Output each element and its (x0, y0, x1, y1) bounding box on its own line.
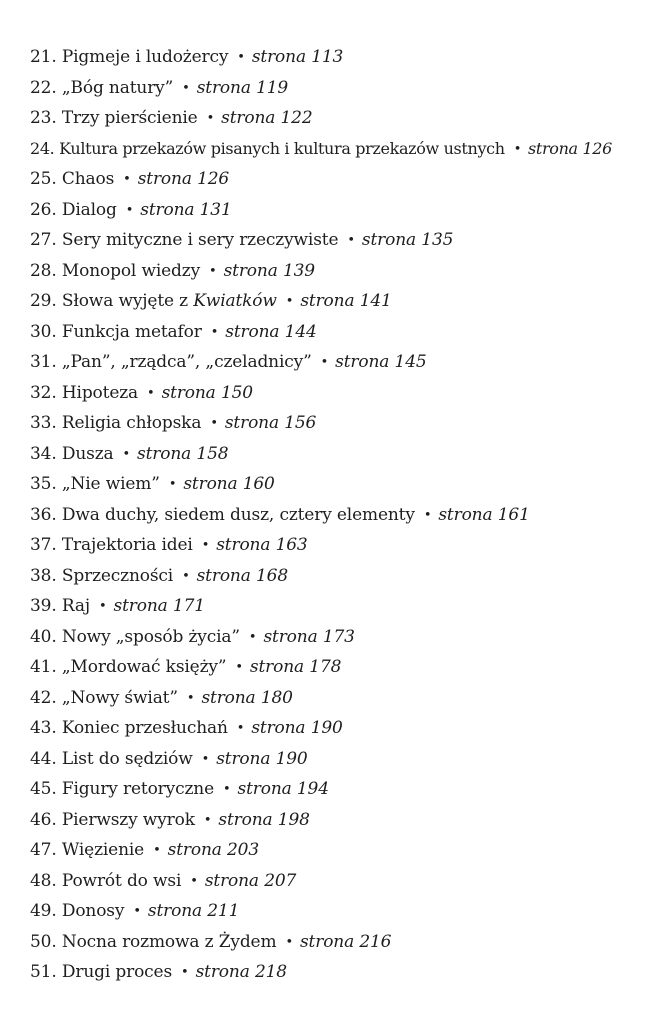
page-reference (183, 474, 274, 494)
entry-number: 26. (30, 199, 57, 220)
page-reference (114, 596, 205, 616)
bullet-separator: • (186, 690, 195, 706)
page-reference (216, 749, 307, 769)
page-label-word: strona (361, 230, 417, 250)
page-number: 168 (255, 565, 288, 586)
bullet-separator: • (320, 355, 329, 370)
page-number: 145 (394, 352, 427, 372)
page-reference (300, 291, 391, 311)
page-label-word: strona (251, 47, 306, 67)
entry-title (62, 474, 160, 494)
entry-title-text: Donosy (61, 901, 125, 921)
entry-number: 44. (30, 748, 57, 769)
entry-number: 28. (30, 260, 57, 281)
entry-title (62, 352, 312, 372)
entry-number: 22. (30, 77, 57, 98)
entry-number: 40. (30, 626, 57, 647)
entry-title-text: Dialog (61, 199, 117, 220)
entry-title (62, 413, 201, 433)
page-label-word: strona (137, 169, 192, 189)
bullet-separator: • (236, 721, 245, 736)
entry-title-text: Trzy pierścienie (61, 108, 198, 128)
entry-title (62, 779, 214, 799)
page-reference (238, 779, 329, 799)
toc-entry (30, 378, 650, 409)
page-reference (197, 78, 288, 98)
bullet-separator: • (147, 385, 155, 401)
bullet-separator: • (133, 904, 141, 919)
bullet-separator: • (125, 202, 134, 218)
entry-title (62, 200, 117, 220)
page-label-word: strona (201, 687, 256, 708)
bullet-separator: • (182, 80, 190, 96)
page-number: 126 (197, 169, 230, 189)
page-reference (137, 444, 228, 464)
page-number: 158 (196, 443, 229, 464)
toc-entry (30, 256, 650, 287)
toc-entry (30, 225, 650, 256)
page-reference (196, 962, 287, 982)
page-reference (138, 169, 229, 189)
entry-title (59, 139, 505, 158)
bullet-separator: • (423, 507, 432, 523)
bullet-separator: • (248, 629, 257, 645)
page-reference (528, 139, 612, 158)
entry-number: 33. (30, 413, 57, 433)
page-number: 203 (227, 840, 259, 860)
page-number: 190 (310, 718, 343, 738)
page-label-word: strona (204, 870, 259, 891)
toc-entry (30, 195, 650, 226)
bullet-separator: • (203, 812, 212, 828)
page-reference (218, 810, 309, 830)
page-label-word: strona (335, 352, 390, 372)
page-number: 141 (359, 291, 392, 311)
entry-number: 36. (30, 504, 57, 525)
entry-number: 41. (30, 657, 57, 677)
entry-title-text: Raj (61, 596, 91, 616)
entry-title (62, 596, 90, 616)
toc-entry (30, 286, 650, 317)
page-label-word: strona (183, 474, 238, 494)
bullet-separator: • (99, 599, 107, 614)
page-number: 113 (311, 47, 344, 67)
entry-title (62, 749, 193, 769)
page-label-word: strona (196, 565, 251, 586)
bullet-separator: • (347, 233, 355, 248)
bullet-separator: • (182, 568, 190, 584)
page-number: 180 (260, 687, 293, 708)
bullet-separator: • (168, 477, 177, 492)
page-number: 139 (282, 260, 315, 281)
page-number: 218 (254, 962, 287, 982)
entry-title (62, 47, 228, 67)
page-reference (224, 261, 315, 281)
entry-title-text: „Nowy świat” (61, 687, 178, 708)
page-label-word: strona (140, 199, 195, 220)
entry-number: 23. (30, 108, 57, 128)
page-number: 207 (264, 870, 297, 891)
entry-number: 35. (30, 474, 57, 494)
entry-title (62, 291, 277, 311)
page-reference (263, 627, 354, 647)
page-reference (225, 413, 316, 433)
toc-entry (30, 927, 650, 958)
toc-entry (30, 500, 650, 531)
entry-title (62, 962, 172, 982)
entry-number: 48. (30, 870, 57, 891)
entry-title-text: Religia chłopska (61, 413, 202, 433)
entry-title (62, 78, 173, 98)
page-label-word: strona (224, 413, 279, 433)
bullet-separator: • (190, 873, 198, 889)
toc-entry (30, 622, 650, 653)
toc-entry (30, 317, 650, 348)
entry-title (62, 932, 277, 952)
entry-title-text: Drugi proces (61, 962, 173, 982)
page-reference (140, 200, 231, 220)
page-label-word: strona (216, 535, 271, 555)
entry-number: 49. (30, 901, 57, 921)
entry-title (62, 657, 227, 677)
entry-title-text: Sery mityczne i sery rzeczywiste (61, 230, 339, 250)
entry-number: 45. (30, 779, 57, 799)
entry-number: 32. (30, 382, 57, 403)
toc-entry (30, 134, 650, 165)
entry-number: 46. (30, 809, 57, 830)
bullet-separator: • (222, 782, 231, 797)
page-reference (250, 657, 341, 677)
entry-title-italic: Kwiatków (193, 291, 277, 311)
page-number: 211 (207, 901, 240, 921)
entry-title (62, 718, 228, 738)
page-number: 126 (582, 138, 612, 158)
page-label-word: strona (249, 657, 305, 677)
entry-number: 42. (30, 687, 57, 708)
page-label-word: strona (528, 138, 578, 158)
table-of-contents (30, 42, 650, 988)
entry-number: 39. (30, 596, 57, 616)
entry-title (62, 901, 124, 921)
page-label-word: strona (196, 77, 251, 98)
entry-title (62, 535, 193, 555)
toc-entry (30, 73, 650, 104)
entry-number: 24. (30, 138, 55, 158)
entry-title-text: Nowy „sposób życia” (61, 626, 240, 647)
entry-title (62, 230, 339, 250)
entry-number: 29. (30, 291, 57, 311)
entry-number: 30. (30, 321, 57, 342)
bullet-separator: • (285, 934, 293, 950)
entry-title-text: Więzienie (61, 840, 145, 860)
page-number: 122 (280, 108, 313, 128)
bullet-separator: • (210, 324, 219, 340)
page-number: 144 (284, 321, 317, 342)
bullet-separator: • (122, 446, 131, 462)
page-label-word: strona (147, 901, 202, 921)
bullet-separator: • (209, 263, 217, 279)
bullet-separator: • (123, 172, 131, 187)
entry-title-text: Figury retoryczne (61, 779, 214, 799)
toc-entry (30, 103, 650, 134)
page-label-word: strona (218, 809, 273, 830)
bullet-separator: • (201, 538, 210, 553)
entry-title-text: Kultura przekazów pisanych i kultura przekazów ustnych (59, 138, 505, 158)
entry-title (62, 871, 181, 891)
entry-title (62, 810, 195, 830)
entry-title (62, 627, 240, 647)
entry-title-text: „Bóg natury” (61, 77, 174, 98)
entry-number: 21. (30, 47, 57, 67)
page-number: 131 (199, 199, 232, 220)
page-label-word: strona (167, 840, 222, 860)
page-label-word: strona (225, 321, 280, 342)
page-number: 173 (322, 626, 355, 647)
toc-entry (30, 652, 650, 683)
page-label-word: strona (216, 748, 271, 769)
entry-number: 43. (30, 718, 57, 738)
bullet-separator: • (206, 111, 215, 126)
toc-entry (30, 42, 650, 73)
bullet-separator: • (513, 141, 522, 157)
toc-entry (30, 347, 650, 378)
page-reference (335, 352, 426, 372)
entry-title (62, 322, 202, 342)
bullet-separator: • (181, 965, 189, 980)
bullet-separator: • (210, 416, 218, 431)
toc-entry (30, 866, 650, 897)
page-label-word: strona (161, 382, 216, 403)
page-number: 194 (296, 779, 329, 799)
entry-title-text: Pigmeje i ludożercy (61, 47, 229, 67)
entry-number: 50. (30, 931, 57, 952)
entry-title (62, 444, 114, 464)
entry-number: 27. (30, 230, 57, 250)
entry-number: 47. (30, 840, 57, 860)
toc-entry (30, 713, 650, 744)
entry-number: 51. (30, 962, 57, 982)
page-number: 190 (275, 748, 308, 769)
page-reference (148, 901, 239, 921)
bullet-separator: • (201, 751, 210, 767)
page-number: 156 (284, 413, 317, 433)
page-reference (162, 383, 253, 403)
entry-title-text: Hipoteza (61, 382, 139, 403)
page-label-word: strona (299, 931, 355, 952)
page-label-word: strona (263, 626, 318, 647)
entry-title (62, 505, 415, 525)
entry-title (62, 840, 144, 860)
page-reference (221, 108, 312, 128)
page-number: 163 (275, 535, 308, 555)
toc-entry (30, 896, 650, 927)
entry-title (62, 566, 173, 586)
toc-entry (30, 469, 650, 500)
bullet-separator: • (237, 50, 245, 65)
page-reference (168, 840, 259, 860)
toc-entry (30, 530, 650, 561)
toc-entry (30, 591, 650, 622)
entry-title-text: Chaos (61, 169, 115, 189)
entry-title-text: Sprzeczności (61, 565, 174, 586)
toc-entry (30, 683, 650, 714)
toc-entry (30, 164, 650, 195)
entry-title-text: „Nie wiem” (61, 474, 160, 494)
page-number: 161 (497, 504, 530, 525)
toc-entry (30, 805, 650, 836)
page-number: 216 (359, 931, 392, 952)
entry-title-text: Pierwszy wyrok (61, 809, 195, 830)
page-label-word: strona (195, 962, 250, 982)
entry-number: 25. (30, 169, 57, 189)
page-reference (225, 322, 316, 342)
bullet-separator: • (153, 843, 161, 858)
entry-title-text: Funkcja metafor (61, 321, 202, 342)
entry-title (62, 383, 138, 403)
entry-title-text: Monopol wiedzy (61, 260, 201, 281)
page-number: 150 (220, 382, 253, 403)
toc-entry (30, 561, 650, 592)
entry-title (62, 169, 114, 189)
bullet-separator: • (235, 660, 243, 675)
entry-title-text: „Mordować księży” (61, 657, 227, 677)
bullet-separator: • (285, 294, 294, 309)
entry-title-text: Trajektoria idei (61, 535, 193, 555)
page-number: 119 (256, 77, 289, 98)
page-number: 178 (309, 657, 342, 677)
page-number: 198 (277, 809, 310, 830)
entry-title-text: „Pan”, „rządca”, „czeladnicy” (61, 352, 312, 372)
page-label-word: strona (137, 443, 192, 464)
entry-title-text: Nocna rozmowa z Żydem (61, 931, 277, 952)
toc-entry (30, 439, 650, 470)
page-reference (251, 718, 342, 738)
toc-entry (30, 408, 650, 439)
entry-title (62, 108, 198, 128)
entry-number: 37. (30, 535, 57, 555)
entry-title (62, 261, 200, 281)
page-reference (197, 566, 288, 586)
page-reference (252, 47, 343, 67)
entry-number: 38. (30, 565, 57, 586)
entry-title (62, 688, 178, 708)
entry-title-text: Dusza (61, 443, 114, 464)
page-label-word: strona (300, 291, 355, 311)
toc-entry (30, 957, 650, 988)
entry-title-text: Dwa duchy, siedem dusz, cztery elementy (61, 504, 415, 525)
entry-title-text: Powrót do wsi (61, 870, 182, 891)
page-label-word: strona (237, 779, 292, 799)
page-label-word: strona (113, 596, 168, 616)
toc-entry (30, 774, 650, 805)
page-number: 160 (242, 474, 275, 494)
page-reference (300, 932, 391, 952)
page-reference (216, 535, 307, 555)
entry-number: 31. (30, 352, 57, 372)
page-reference (362, 230, 453, 250)
page-reference (205, 871, 296, 891)
page-label-word: strona (438, 504, 493, 525)
page-label-word: strona (251, 718, 306, 738)
page-label-word: strona (221, 108, 276, 128)
entry-number: 34. (30, 443, 57, 464)
page-number: 171 (172, 596, 205, 616)
entry-title-text: Słowa wyjęte z (61, 291, 188, 311)
page-reference (438, 505, 529, 525)
entry-title-text: Koniec przesłuchań (61, 718, 228, 738)
page-label-word: strona (223, 260, 278, 281)
page-number: 135 (421, 230, 454, 250)
toc-entry (30, 744, 650, 775)
entry-title-text: List do sędziów (61, 748, 193, 769)
toc-entry (30, 835, 650, 866)
page-reference (201, 688, 292, 708)
